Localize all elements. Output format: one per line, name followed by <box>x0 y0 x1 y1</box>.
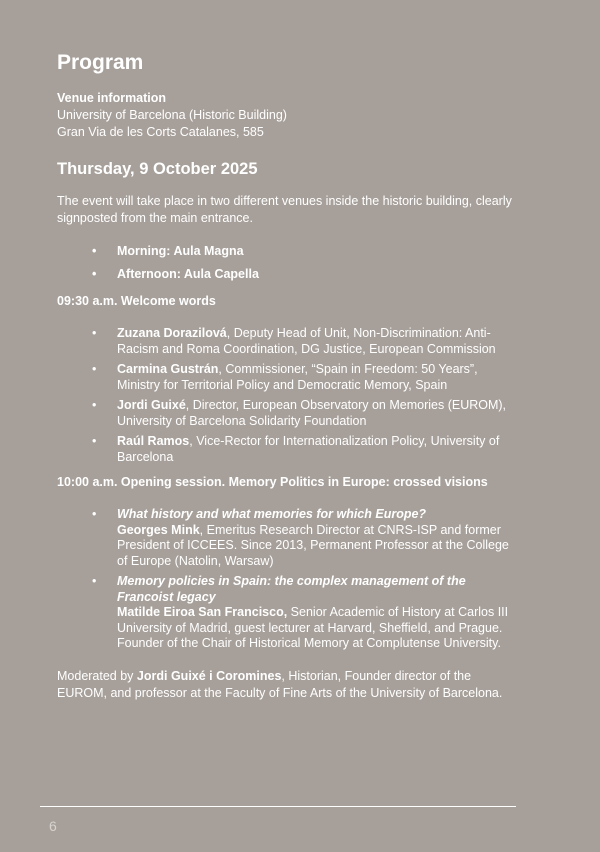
room-morning: Morning: Aula Magna <box>117 244 244 258</box>
moderator-desc: , Historian, Founder director of the EUROM, and professor at the Faculty of Fine Arts of the University of Barcelona. <box>57 668 503 700</box>
opening-talks-list <box>57 507 517 652</box>
event-date: Thursday, 9 October 2025 <box>57 160 258 178</box>
bullet-icon: • <box>92 434 97 448</box>
talk-title: What history and what memories for which Europe? <box>117 507 427 521</box>
welcome-speakers-list <box>57 326 517 465</box>
list-item <box>92 398 517 429</box>
welcome-section-title: 09:30 a.m. Welcome words <box>57 294 216 308</box>
speaker-name: Carmina Gustrán <box>117 362 219 376</box>
speaker-desc: , Director, European Observatory on Memories (EUROM), University of Barcelona Solidarity Foundation <box>117 398 507 428</box>
list-item <box>92 434 517 465</box>
speaker-name: Georges Mink <box>117 522 200 537</box>
bullet-icon: • <box>92 362 97 376</box>
moderator-prefix: Moderated by <box>57 668 137 683</box>
bullet-icon: • <box>92 326 97 340</box>
bullet-icon: • <box>92 574 97 588</box>
speaker-desc: , Emeritus Research Director at CNRS-ISP and former President of ICCEES. Since 2013, Permanent Professor at the College of Europe (Natolin, Warsaw) <box>117 522 509 568</box>
speaker-desc: , Vice-Rector for Internationalization Policy, University of Barcelona <box>117 434 500 464</box>
venue-line-1: University of Barcelona (Historic Building) <box>57 108 287 122</box>
list-item <box>92 574 517 652</box>
moderator-text <box>57 668 512 702</box>
speaker-name: Zuzana Dorazilová <box>117 326 227 340</box>
footer-divider <box>40 806 516 807</box>
room-afternoon: Afternoon: Aula Capella <box>117 266 259 281</box>
venue-line-2: Gran Via de les Corts Catalanes, 585 <box>57 125 264 139</box>
list-item <box>92 244 527 260</box>
page-title: Program <box>57 51 144 74</box>
list-item <box>92 362 517 393</box>
opening-section-title: 10:00 a.m. Opening session. Memory Politics in Europe: crossed visions <box>57 475 488 489</box>
speaker-desc: , Deputy Head of Unit, Non-Discrimination: Anti-Racism and Roma Coordination, DG Justice, European Commission <box>117 326 496 356</box>
venue-info <box>57 90 527 141</box>
venue-rooms-list <box>57 244 527 282</box>
page-number: 6 <box>49 818 57 834</box>
list-item <box>92 507 517 569</box>
bullet-icon: • <box>92 507 97 521</box>
bullet-icon: • <box>92 266 97 281</box>
bullet-icon: • <box>92 244 97 258</box>
speaker-name: Raúl Ramos <box>117 434 190 448</box>
program-page <box>57 50 527 702</box>
list-item <box>92 326 517 357</box>
talk-title: Memory policies in Spain: the complex management of the Francoist legacy <box>117 574 466 604</box>
speaker-desc: , Commissioner, “Spain in Freedom: 50 Years”, Ministry for Territorial Policy and Democratic Memory, Spain <box>117 362 478 392</box>
speaker-name: Matilde Eiroa San Francisco, <box>117 605 288 619</box>
bullet-icon: • <box>92 398 97 412</box>
moderator-name: Jordi Guixé i Coromines <box>136 668 282 683</box>
speaker-name: Jordi Guixé <box>117 398 186 412</box>
intro-text: The event will take place in two different venues inside the historic building, clearly signposted from the main entrance. <box>57 194 512 225</box>
venue-heading: Venue information <box>57 91 167 105</box>
list-item <box>92 266 527 283</box>
speaker-desc: Senior Academic of History at Carlos III University of Madrid, guest lecturer at Harvard, Sheffield, and Prague. Founder of the Chair of Historical Memory at Complutense University. <box>117 605 509 650</box>
